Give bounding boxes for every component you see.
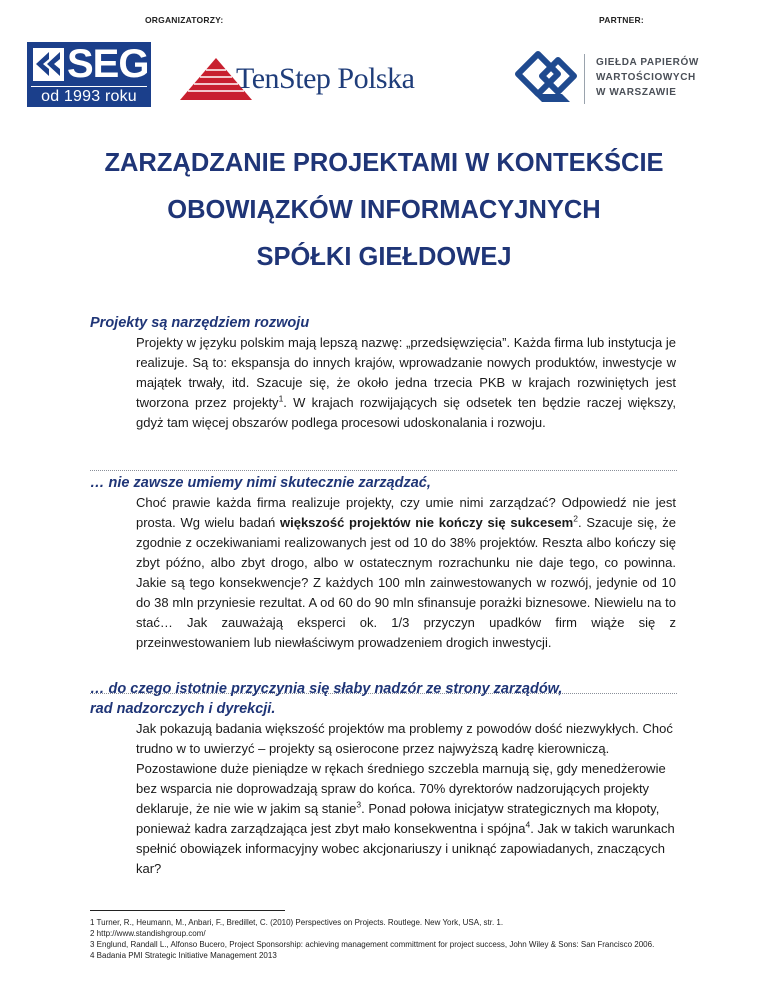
seg-emblem-icon bbox=[33, 48, 64, 81]
footnote-3: 3 Englund, Randall L., Alfonso Bucero, Project Sponsorship: achieving management committment for project success, John Wiley & Sons: San Francisco 2006. bbox=[90, 940, 655, 949]
footnote-4: 4 Badania PMI Strategic Initiative Management 2013 bbox=[90, 951, 277, 960]
gpw-logo-text bbox=[596, 55, 699, 100]
partner-label: PARTNER: bbox=[599, 15, 644, 25]
tenstep-logo-name: TenStep Polska bbox=[236, 62, 415, 95]
gpw-line-1: GIEŁDA PAPIERÓW bbox=[596, 57, 699, 68]
section-2-text-a: Choć prawie każda firma realizuje projekty, czy umie nimi zarządzać? Odpowiedź nie jest prosta. Wg wielu badań bbox=[136, 495, 676, 530]
organizers-label: ORGANIZATORZY: bbox=[145, 15, 224, 25]
seg-logo-name: SEG bbox=[67, 42, 149, 86]
gpw-separator bbox=[584, 54, 585, 104]
section-1-heading: Projekty są narzędziem rozwoju bbox=[90, 315, 310, 331]
seg-logo bbox=[27, 42, 151, 107]
document-title bbox=[60, 140, 708, 281]
footnote-ref-3: 3 bbox=[356, 799, 362, 810]
section-3-body bbox=[136, 719, 676, 879]
section-1-text-b: . W krajach rozwijających się odsetek ten będzie raczej większy, gdyż tam więcej obszarów podlega procesowi udoskonalania i rozwoju. bbox=[136, 395, 676, 430]
section-divider-1 bbox=[90, 470, 677, 471]
title-line-3: SPÓŁKI GIEŁDOWEJ bbox=[256, 243, 512, 271]
section-2-bold-text: większość projektów nie kończy się sukcesem bbox=[280, 515, 574, 530]
footnotes bbox=[90, 917, 690, 961]
footnote-rule bbox=[90, 910, 285, 911]
section-3-heading bbox=[90, 679, 562, 719]
section-2-heading: … nie zawsze umiemy nimi skutecznie zarządzać, bbox=[90, 475, 431, 491]
seg-logo-subtitle: od 1993 roku bbox=[31, 86, 147, 105]
section-3-heading-line-1: … do czego istotnie przyczynia się słaby nadzór ze strony zarządów, bbox=[90, 681, 563, 697]
footnote-2: 2 http://www.standishgroup.com/ bbox=[90, 929, 206, 938]
section-1-body bbox=[136, 333, 676, 433]
gpw-line-2: WARTOŚCIOWYCH bbox=[596, 72, 696, 83]
section-2-body bbox=[136, 493, 676, 653]
gpw-line-3: W WARSZAWIE bbox=[596, 87, 677, 98]
footnote-ref-1: 1 bbox=[278, 393, 284, 404]
title-line-2: OBOWIĄZKÓW INFORMACYJNYCH bbox=[167, 196, 601, 224]
section-2-text-b: . Szacuje się, że zgodnie z oczekiwaniami realizowanych jest od 10 do 38% projektów. Reszta albo kończy się zbyt późno, albo zbyt drogo, albo w ostatecznym rozrachunku nie daje tego, co powinna. Jakie są tego konsekwencje? Z każdych 100 mln zainwestowanych w rozwój, jedynie od 10 do 38 mln przyniesie rezultat. A od 60 do 90 mln sfinansuje porażki biznesowe. Niewielu na to stać… Jak zauważają eksperci ok. 1/3 przyczyn upadków firm wiąże się z przeinwestowaniem lub niewłaściwym prowadzeniem drogich inwestycji. bbox=[136, 515, 677, 650]
section-3-heading-line-2: rad nadzorczych i dyrekcji. bbox=[90, 701, 276, 717]
title-line-1: ZARZĄDZANIE PROJEKTAMI W KONTEKŚCIE bbox=[104, 149, 664, 177]
section-3-text-a: Jak pokazują badania większość projektów ma problemy z powodów dość niezwykłych. Choć trudno w to uwierzyć – projekty są osierocone przez najwyższą kadrę kierowniczą. Pozostawione duże pieniądze w rękach średniego szczebla marnują się, gdy menedżerowie bez wsparcia nie doprowadzają spraw do końca. 70% dyrektorów nadzorujących projekty deklaruje, że nie wie w jakim są stanie bbox=[136, 721, 673, 816]
section-3-text-b: . Ponad połowa inicjatyw strategicznych ma kłopoty, ponieważ kadra zarządzająca jest zbyt mało konsekwentna i spójna bbox=[136, 801, 660, 836]
footnote-ref-4: 4 bbox=[525, 819, 531, 830]
section-1-text-a: Projekty w języku polskim mają lepszą nazwę: „przedsięwzięcia”. Każda firma lub instytucja je realizuje. Są to: ekspansja do innych krajów, wprowadzanie nowych produktów, inwestycje w majątek trwały, itd. Szacuje się, że około jedna trzecia PKB w krajach rozwiniętych jest tworzona przez projekty bbox=[136, 335, 676, 410]
footnote-1: 1 Turner, R., Heumann, M., Anbari, F., Bredillet, C. (2010) Perspectives on Projects. Routlege. New York, USA, str. 1. bbox=[90, 918, 504, 927]
tenstep-logo bbox=[178, 56, 418, 106]
section-3-text-c: . Jak w takich warunkach spełnić obowiązek informacyjny wobec akcjonariuszy i uniknąć zapowiadanych, znaczących kar? bbox=[136, 821, 675, 876]
footnote-ref-2: 2 bbox=[573, 513, 578, 524]
